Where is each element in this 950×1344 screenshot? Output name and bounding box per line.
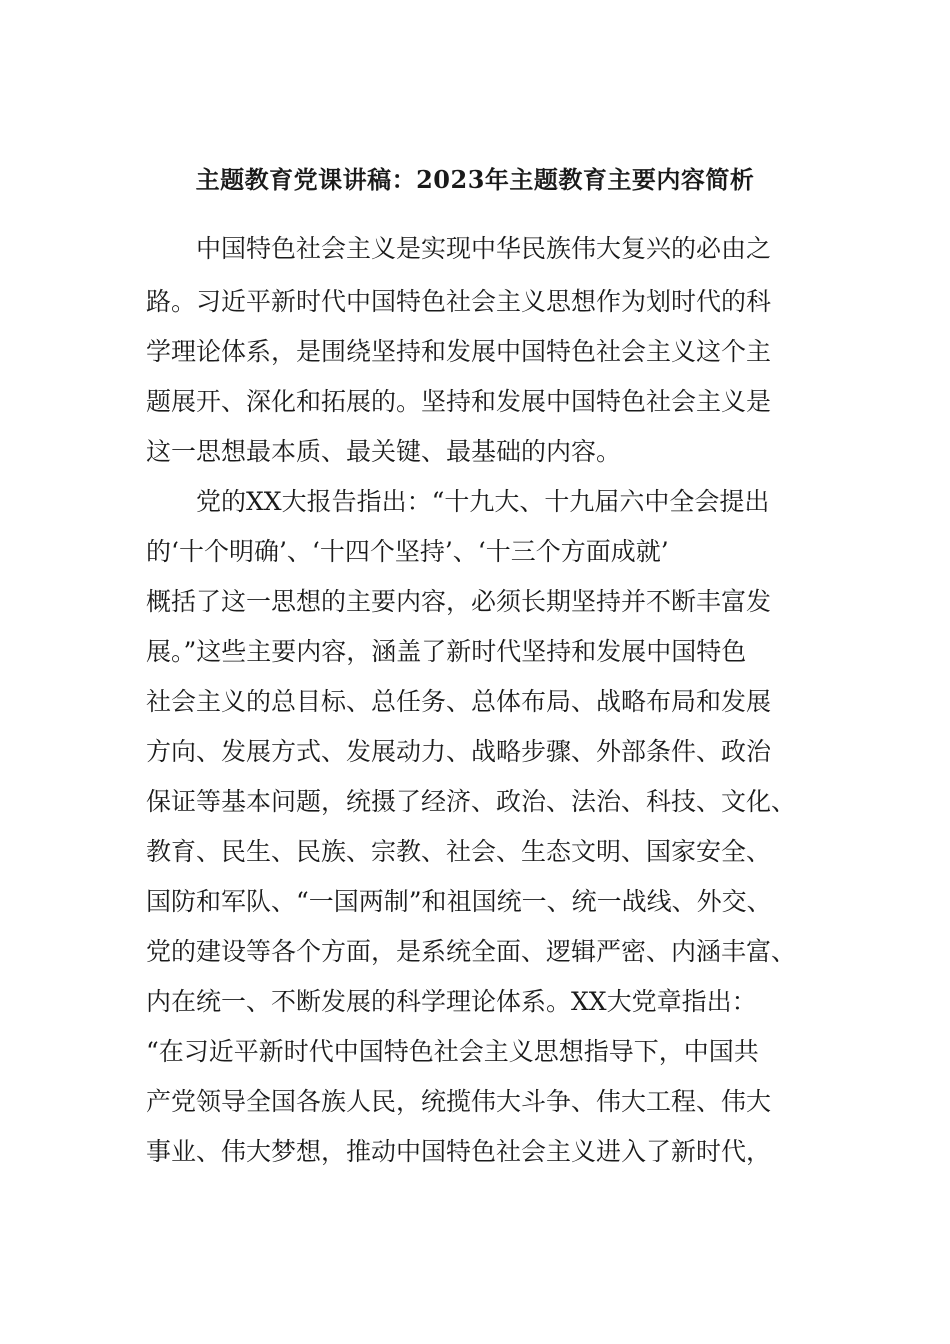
paragraph-line: 这一思想最本质、最关键、最基础的内容。 bbox=[146, 437, 622, 466]
paragraph-line: 学理论体系，是围绕坚持和发展中国特色社会主义这个主 bbox=[146, 337, 772, 366]
paragraph-line: 社会主义的总目标、总任务、总体布局、战略布局和发展 bbox=[146, 687, 772, 716]
paragraph-line: 概括了这一思想的主要内容，必须长期坚持并不断丰富发 bbox=[146, 587, 772, 616]
paragraph-line: 保证等基本问题，统摄了经济、政治、法治、科技、文化、 bbox=[146, 787, 797, 816]
paragraph-line: 方向、发展方式、发展动力、战略步骤、外部条件、政治 bbox=[146, 737, 772, 766]
paragraph-line: 事业、伟大梦想，推动中国特色社会主义进入了新时代， bbox=[146, 1137, 772, 1166]
paragraph-line: 的‘十个明确’、‘十四个坚持’、‘十三个方面成就’ bbox=[146, 537, 669, 566]
paragraph-line: 中国特色社会主义是实现中华民族伟大复兴的必由之 bbox=[196, 234, 772, 263]
paragraph-line: 题展开、深化和拓展的。坚持和发展中国特色社会主义是 bbox=[146, 387, 772, 416]
paragraph-line: 党的XX大报告指出：“十九大、十九届六中全会提出 bbox=[196, 487, 770, 516]
paragraph-line: 展。”这些主要内容，涵盖了新时代坚持和发展中国特色 bbox=[146, 637, 747, 666]
document-title: 主题教育党课讲稿：2023年主题教育主要内容简析 bbox=[195, 165, 755, 194]
paragraph-line: 产党领导全国各族人民，统揽伟大斗争、伟大工程、伟大 bbox=[146, 1087, 772, 1116]
paragraph-line: 教育、民生、民族、宗教、社会、生态文明、国家安全、 bbox=[146, 837, 772, 866]
paragraph-line: 路。习近平新时代中国特色社会主义思想作为划时代的科 bbox=[146, 287, 772, 316]
paragraph-line: 党的建设等各个方面，是系统全面、逻辑严密、内涵丰富、 bbox=[146, 937, 797, 966]
paragraph-line: “在习近平新时代中国特色社会主义思想指导下，中国共 bbox=[146, 1037, 759, 1066]
paragraph-line: 国防和军队、“一国两制”和祖国统一、统一战线、外交、 bbox=[146, 887, 772, 916]
paragraph-line: 内在统一、不断发展的科学理论体系。XX大党章指出： bbox=[146, 987, 757, 1016]
